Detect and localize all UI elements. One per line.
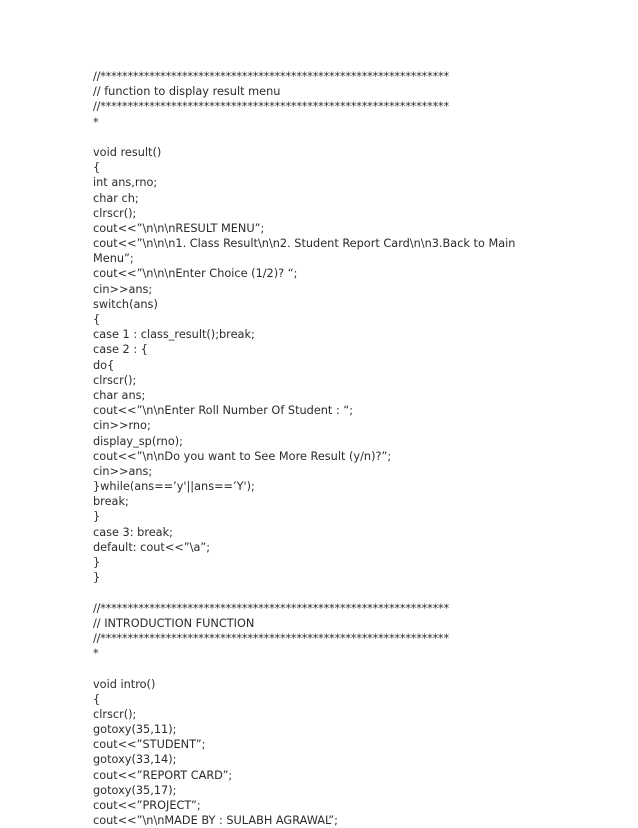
- code-line: {: [93, 692, 101, 706]
- code-line: break;: [93, 495, 129, 509]
- code-line: }: [93, 556, 101, 570]
- code-line: {: [93, 313, 101, 327]
- code-line-wrapped: cout<<”\n\n\n1. Class Result\n\n2. Student Report Card\n\n3.Back to Main Menu”;: [93, 237, 516, 266]
- comment-continuation: *: [93, 115, 99, 129]
- code-line: clrscr();: [93, 206, 137, 220]
- code-listing: [93, 69, 553, 828]
- code-line: switch(ans): [93, 297, 158, 311]
- code-line: cout<<”\n\n\nRESULT MENU”;: [93, 221, 265, 235]
- code-line: {: [93, 161, 101, 175]
- code-line: display_sp(rno);: [93, 434, 183, 448]
- code-line: clrscr();: [93, 707, 137, 721]
- code-line: cout<<”STUDENT”;: [93, 738, 206, 752]
- code-line: gotoxy(35,17);: [93, 783, 177, 797]
- code-line: cout<<”\n\nMADE BY : SULABH AGRAWAL”;: [93, 814, 338, 828]
- blank-line: [93, 130, 553, 145]
- code-line: default: cout<<”\a”;: [93, 540, 211, 554]
- comment-line: // function to display result menu: [93, 85, 281, 99]
- code-line: case 1 : class_result();break;: [93, 328, 255, 342]
- code-line: gotoxy(35,11);: [93, 723, 177, 737]
- code-line: cout<<”\n\n\nEnter Choice (1/2)? “;: [93, 267, 298, 281]
- comment-separator: //****************************************************************: [93, 70, 449, 83]
- comment-continuation: *: [93, 647, 99, 661]
- code-line: do{: [93, 358, 115, 372]
- code-line: void result(): [93, 145, 162, 159]
- code-line: void intro(): [93, 677, 156, 691]
- code-line: cout<<”\n\nEnter Roll Number Of Student : “;: [93, 404, 354, 418]
- blank-line: [93, 661, 553, 676]
- code-line: char ans;: [93, 388, 146, 402]
- code-line: cin>>ans;: [93, 464, 153, 478]
- comment-line: // INTRODUCTION FUNCTION: [93, 616, 255, 630]
- code-line: }: [93, 510, 101, 524]
- blank-line: [93, 585, 553, 600]
- code-line: cout<<”REPORT CARD”;: [93, 768, 233, 782]
- code-line: case 3: break;: [93, 525, 173, 539]
- code-line: gotoxy(33,14);: [93, 753, 177, 767]
- code-line: clrscr();: [93, 373, 137, 387]
- code-line: cin>>rno;: [93, 419, 151, 433]
- code-line: }: [93, 571, 101, 585]
- code-line: cout<<”PROJECT”;: [93, 799, 201, 813]
- code-line: cout<<”\n\nDo you want to See More Result (y/n)?”;: [93, 449, 392, 463]
- comment-separator: //****************************************************************: [93, 601, 449, 615]
- code-line: int ans,rno;: [93, 176, 158, 190]
- comment-separator: //****************************************************************: [93, 631, 449, 645]
- code-line: }while(ans==’y'||ans==’Y');: [93, 480, 255, 494]
- code-line: char ch;: [93, 191, 139, 205]
- code-line: case 2 : {: [93, 343, 148, 357]
- code-line: cin>>ans;: [93, 282, 153, 296]
- comment-separator: //****************************************************************: [93, 100, 449, 114]
